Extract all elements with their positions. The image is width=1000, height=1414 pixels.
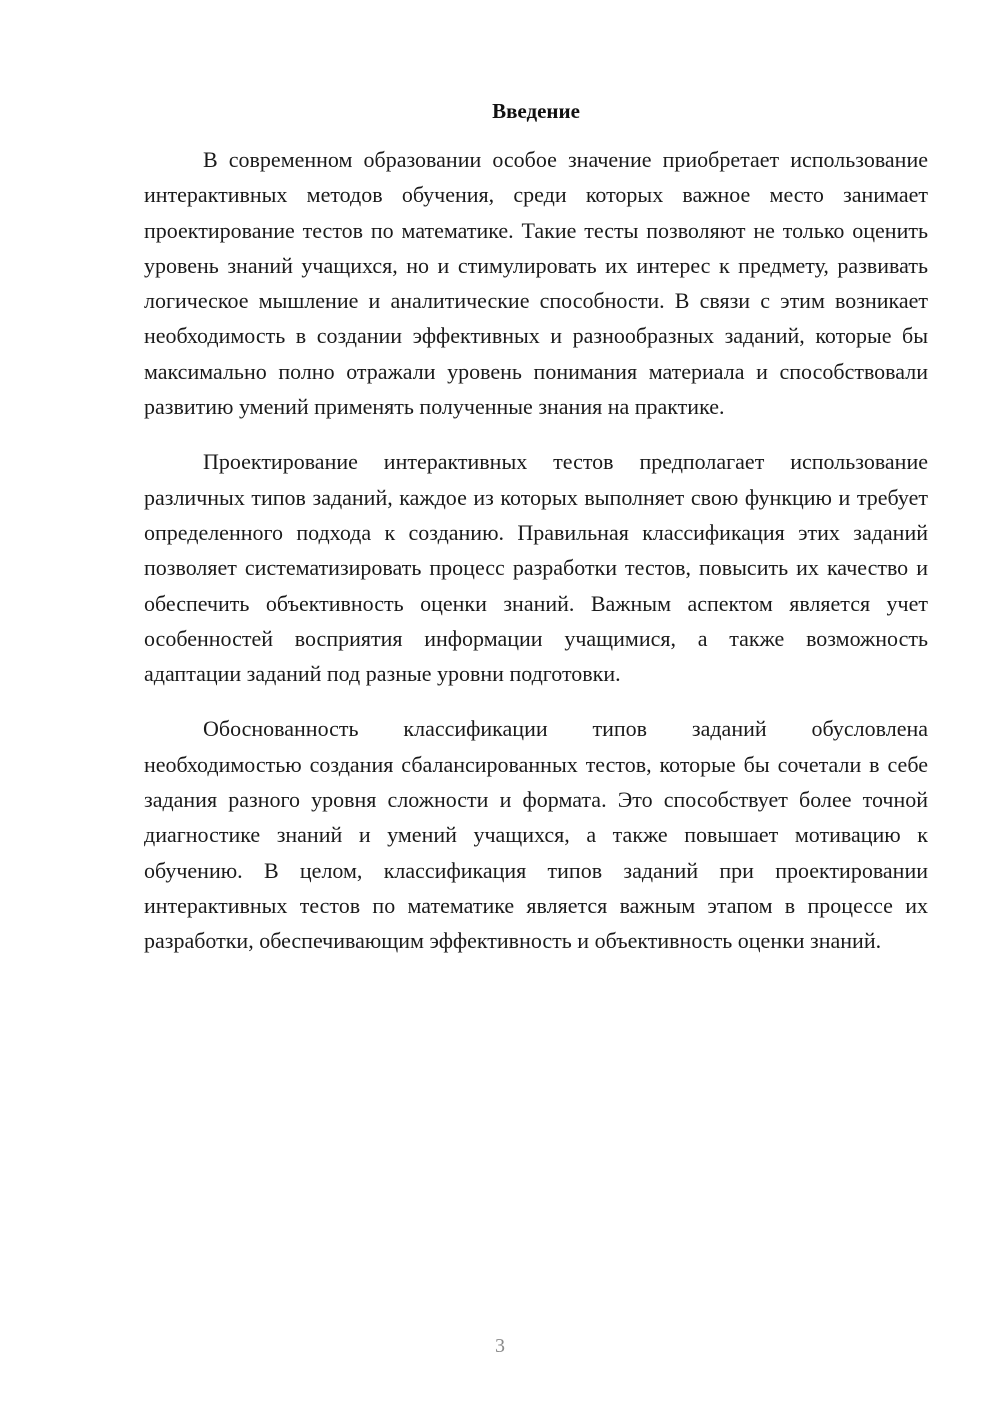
paragraph-1: В современном образовании особое значение приобретает использование интерактивных методов обучения, среди которых важное место занимает проектирование тестов по математике. Такие тесты позволяют не только оценить уровень знаний учащихся, но и стимулировать их интерес к предмету, развивать логическое мышление и аналитические способности. В связи с этим возникает необходимость в создании эффективных и разнообразных заданий, которые бы максимально полно отражали уровень понимания материала и способствовали развитию умений применять полученные знания на практике.	[144, 147, 928, 420]
page-number: 3	[495, 1335, 505, 1357]
section-title: Введение	[492, 99, 580, 123]
paragraph-2: Проектирование интерактивных тестов предполагает использование различных типов заданий, каждое из которых выполняет свою функцию и требует определенного подхода к созданию. Правильная классификация этих заданий позволяет систематизировать процесс разработки тестов, повысить их качество и обеспечить объективность оценки знаний. Важным аспектом является учет особенностей восприятия информации учащимися, а также возможность адаптации заданий под разные уровни подготовки.	[144, 449, 928, 687]
paragraph-3: Обоснованность классификации типов заданий обусловлена необходимостью создания сбалансированных тестов, которые бы сочетали в себе задания разного уровня сложности и формата. Это способствует более точной диагностике знаний и умений учащихся, а также повышает мотивацию к обучению. В целом, классификация типов заданий при проектировании интерактивных тестов по математике является важным этапом в процессе их разработки, обеспечивающим эффективность и объективность оценки знаний.	[144, 716, 928, 954]
body-text	[144, 142, 928, 979]
